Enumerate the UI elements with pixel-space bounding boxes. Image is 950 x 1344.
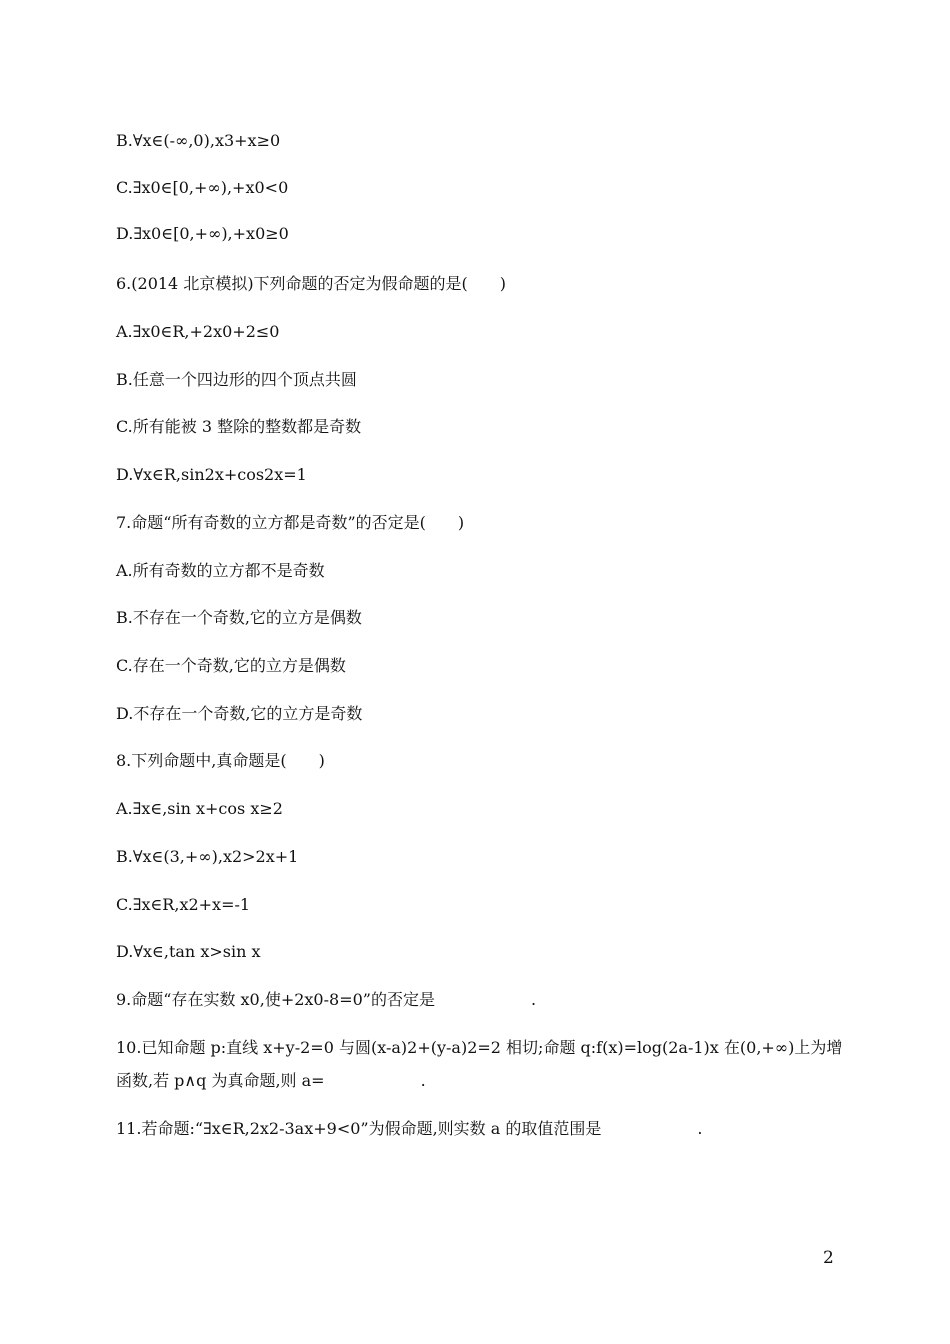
question-6: 6.(2014 北京模拟)下列命题的否定为假命题的是( ) <box>116 274 507 293</box>
option-d-q8: D.∀x∈,tan x>sin x <box>116 942 261 961</box>
option-c-q5: C.∃x0∈[0,+∞),+x0<0 <box>116 178 289 197</box>
option-c-q7: C.存在一个奇数,它的立方是偶数 <box>116 656 346 675</box>
option-b-q7: B.不存在一个奇数,它的立方是偶数 <box>116 608 362 627</box>
option-c-q8: C.∃x∈R,x2+x=-1 <box>116 895 251 914</box>
option-b-q8: B.∀x∈(3,+∞),x2>2x+1 <box>116 847 299 866</box>
option-b-q5: B.∀x∈(-∞,0),x3+x≥0 <box>116 131 281 150</box>
option-d-q5: D.∃x0∈[0,+∞),+x0≥0 <box>116 224 289 243</box>
option-c-q6: C.所有能被 3 整除的整数都是奇数 <box>116 417 362 436</box>
option-b-q6: B.任意一个四边形的四个顶点共圆 <box>116 370 357 389</box>
option-d-q6: D.∀x∈R,sin2x+cos2x=1 <box>116 465 307 484</box>
page-number: 2 <box>823 1248 834 1268</box>
question-9: 9.命题“存在实数 x0,使+2x0-8=0”的否定是 . <box>116 990 537 1009</box>
question-10-line-2: 函数,若 p∧q 为真命题,则 a= . <box>116 1071 426 1090</box>
option-a-q8: A.∃x∈,sin x+cos x≥2 <box>116 799 283 818</box>
question-11: 11.若命题:“∃x∈R,2x2-3ax+9<0”为假命题,则实数 a 的取值范围是 . <box>116 1119 703 1138</box>
question-8: 8.下列命题中,真命题是( ) <box>116 751 325 770</box>
question-7: 7.命题“所有奇数的立方都是奇数”的否定是( ) <box>116 513 465 532</box>
option-a-q6: A.∃x0∈R,+2x0+2≤0 <box>116 322 280 341</box>
option-d-q7: D.不存在一个奇数,它的立方是奇数 <box>116 704 363 723</box>
option-a-q7: A.所有奇数的立方都不是奇数 <box>116 561 325 580</box>
question-10-line-1: 10.已知命题 p:直线 x+y-2=0 与圆(x-a)2+(y-a)2=2 相切;命题 q:f(x)=log(2a-1)x 在(0,+∞)上为增 <box>116 1038 843 1057</box>
